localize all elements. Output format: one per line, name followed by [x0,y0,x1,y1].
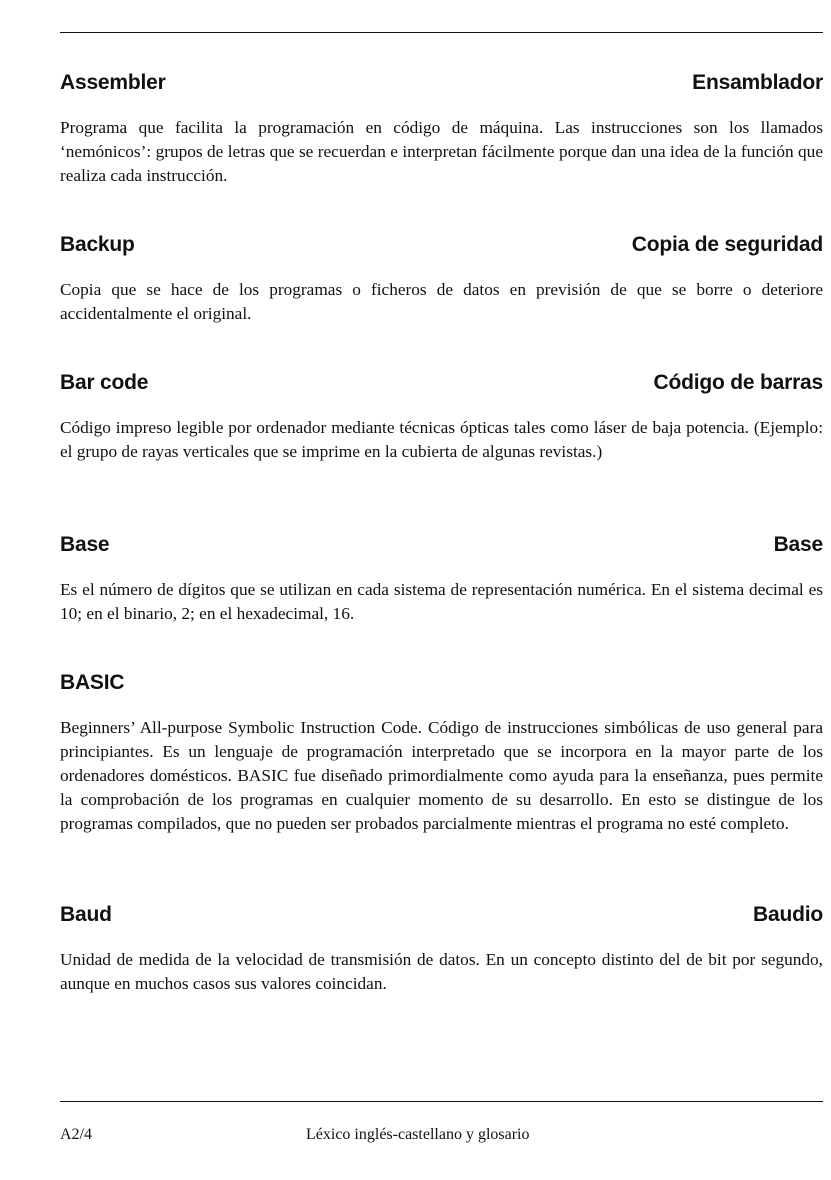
entry-definition: Beginners’ All-purpose Symbolic Instruction Code. Código de instrucciones simbólicas de uso general para principiantes. Es un lenguaje de programación interpretado que se incorpora en la mayor parte de los ordenadores domésticos. BASIC fue diseñado primordialmente como ayuda para la enseñanza, pues permite la comprobación de los programas en cualquier momento de su desarrollo. En esto se distingue de los programas compilados, que no pueden ser probados parcialmente mientras el programa no esté completo. [60,718,823,833]
entry-bar-code [60,370,823,464]
term-english: Bar code [60,371,149,394]
entry-heading [60,370,823,396]
entry-definition: Código impreso legible por ordenador mediante técnicas ópticas tales como láser de baja potencia. (Ejemplo: el grupo de rayas verticales que se imprime en la cubierta de algunas revistas.) [60,418,823,461]
term-spanish: Baudio [753,903,823,926]
entry-assembler [60,70,823,188]
term-spanish: Base [773,533,823,556]
entry-heading [60,670,823,696]
term-english: Baud [60,903,112,926]
footer-title: Léxico inglés-castellano y glosario [306,1126,530,1143]
term-english: Assembler [60,71,166,94]
entry-heading [60,532,823,558]
bottom-rule [60,1101,823,1102]
term-english: Base [60,533,110,556]
entry-definition: Programa que facilita la programación en código de máquina. Las instrucciones son los llamados ‘nemónicos’: grupos de letras que se recuerdan e interpretan fácilmente porque dan una idea de la función que realiza cada instrucción. [60,118,823,185]
top-rule [60,32,823,33]
entry-base [60,532,823,626]
entry-backup [60,232,823,326]
term-english: BASIC [60,671,125,694]
entry-heading [60,902,823,928]
entry-heading [60,232,823,258]
entry-basic [60,670,823,836]
term-english: Backup [60,233,135,256]
term-spanish: Ensamblador [692,71,823,94]
page-number: A2/4 [60,1126,92,1143]
term-spanish: Código de barras [653,371,823,394]
entry-definition: Unidad de medida de la velocidad de transmisión de datos. En un concepto distinto del de bit por segundo, aunque en muchos casos sus valores coincidan. [60,950,823,993]
entry-baud [60,902,823,996]
entry-heading [60,70,823,96]
entry-definition: Es el número de dígitos que se utilizan en cada sistema de representación numérica. En el sistema decimal es 10; en el binario, 2; en el hexadecimal, 16. [60,580,823,623]
term-spanish: Copia de seguridad [631,233,823,256]
entry-definition: Copia que se hace de los programas o ficheros de datos en previsión de que se borre o deteriore accidentalmente el original. [60,280,823,323]
